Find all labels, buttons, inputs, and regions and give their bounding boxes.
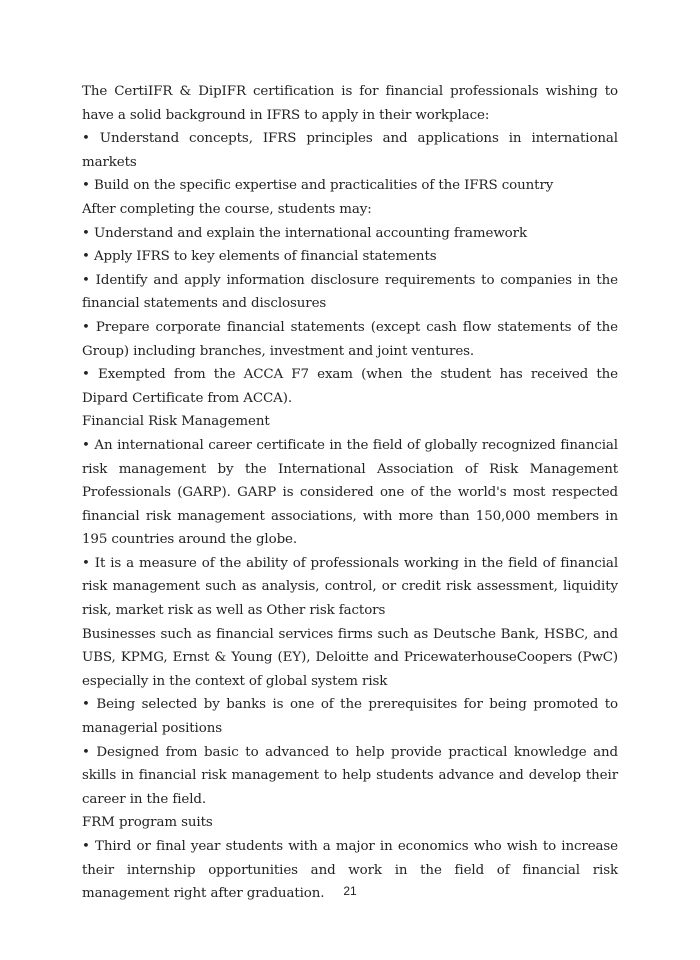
list-item: • Apply IFRS to key elements of financial statements: [82, 249, 437, 265]
list-item: • Prepare corporate financial statements (except cash flow statements of the Group) including branches, investment and joint ventures.: [82, 319, 618, 359]
list-item: • An international career certificate in the field of globally recognized financial risk management by the International Association of Risk Management Professionals (GARP). GARP is considered one of the world's most respected financial risk management associations, with more than 150,000 members in 195 countries around the globe.: [82, 437, 618, 548]
page-number: 21: [343, 884, 357, 898]
list-item: • Build on the specific expertise and practicalities of the IFRS country: [82, 178, 554, 194]
section-heading: Financial Risk Management: [82, 414, 270, 430]
list-item: • It is a measure of the ability of professionals working in the field of financial risk management such as analysis, control, or credit risk assessment, liquidity risk, market risk as well as Other risk factors: [82, 555, 618, 619]
paragraph-intro: The CertiIFR & DipIFR certification is for financial professionals wishing to have a solid background in IFRS to apply in their workplace:: [82, 84, 618, 123]
list-item: • Understand concepts, IFRS principles and applications in international markets: [82, 131, 618, 170]
list-item: • Identify and apply information disclosure requirements to companies in the financial statements and disclosures: [82, 272, 618, 312]
list-item: • Third or final year students with a major in economics who wish to increase their internship opportunities and work in the field of financial risk management right after graduation.: [82, 839, 618, 902]
paragraph: After completing the course, students may:: [82, 201, 372, 217]
list-item: • Designed from basic to advanced to help provide practical knowledge and skills in financial risk management to help students advance and develop their career in the field.: [82, 744, 618, 807]
section-heading: FRM program suits: [82, 815, 213, 831]
list-item: • Being selected by banks is one of the prerequisites for being promoted to managerial positions: [82, 697, 618, 737]
body-text: [82, 80, 618, 906]
list-item: • Exempted from the ACCA F7 exam (when the student has received the Dipard Certificate from ACCA).: [82, 367, 618, 406]
paragraph: Businesses such as financial services firms such as Deutsche Bank, HSBC, and UBS, KPMG, Ernst & Young (EY), Deloitte and PricewaterhouseCoopers (PwC) especially in the context of global system risk: [82, 626, 618, 689]
list-item: • Understand and explain the international accounting framework: [82, 225, 527, 241]
